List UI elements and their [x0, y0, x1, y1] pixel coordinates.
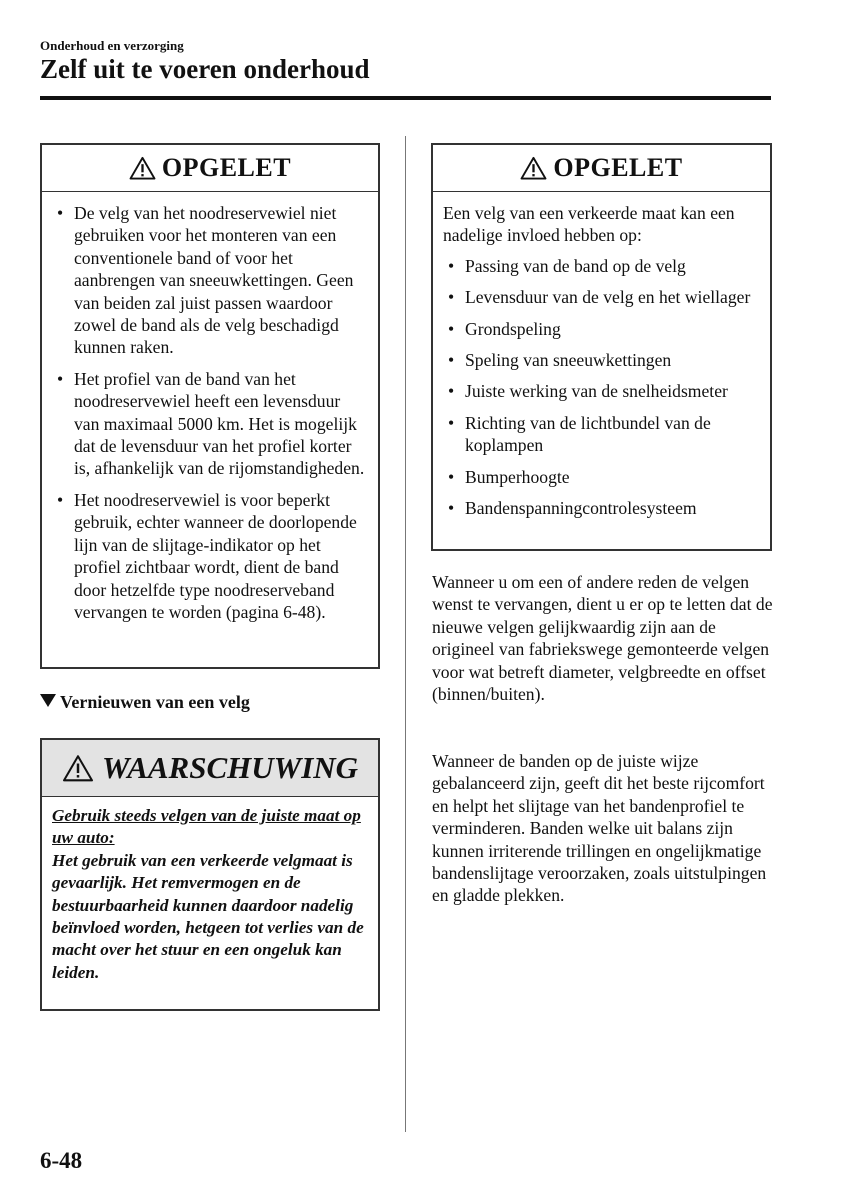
caution-item: • Juiste werking van de snelheidsmeter — [443, 380, 760, 402]
warning-text: Het gebruik van een verkeerde velgmaat is gevaarlijk. Het remvermogen en de bestuurbaarheid kunnen daardoor nadelig beïnvloed worden, hetgeen tot verlies van de macht over het stuur en een ongeluk kan leiden. — [52, 850, 364, 982]
caution-body — [42, 192, 378, 638]
section-label: Onderhoud en verzorging — [40, 38, 184, 53]
caution-heading: OPGELET — [553, 153, 683, 182]
title-rule — [40, 96, 771, 100]
warning-triangle-icon — [520, 156, 547, 180]
warning-box — [40, 738, 380, 1011]
caution-item: • Het noodreservewiel is voor beperkt gebruik, echter wanneer de doorlopende lijn van de slijtage-indikator op het profiel zichtbaar wordt, dient de band door hetzelfde type noodreserveband vervangen te worden (pagina 6-48). — [52, 489, 368, 623]
caution-intro: Een velg van een verkeerde maat kan een nadelige invloed hebben op: — [443, 203, 735, 246]
caution-heading: OPGELET — [161, 153, 292, 182]
caution-item: • Het profiel van de band van het noodreservewiel heeft een levensduur van maximaal 5000 km. Het is mogelijk dat de levensduur van het profiel korter is, afhankelijk van de rijomstandigheden. — [52, 368, 368, 480]
caution-item: • De velg van het noodreservewiel niet gebruiken voor het monteren van een conventionele band of voor het aanbrengen van sneeuwkettingen. Geen van beiden zal juist passen waardoor zowel de band als de velg beschadigd kunnen raken. — [52, 202, 368, 359]
warning-triangle-icon — [129, 156, 156, 180]
caution-item: • Grondspeling — [443, 318, 760, 340]
caution-item: • Bumperhoogte — [443, 466, 760, 488]
triangle-down-icon — [40, 694, 56, 707]
subheading-text: Vernieuwen van een velg — [60, 692, 250, 712]
caution-header — [42, 145, 378, 192]
warning-header — [42, 740, 378, 797]
warning-body — [42, 797, 378, 990]
caution-item: • Richting van de lichtbundel van de koplampen — [443, 412, 760, 457]
caution-item: • Passing van de band op de velg — [443, 255, 760, 277]
column-divider — [405, 136, 406, 1132]
caution-item: • Levensduur van de velg en het wiellager — [443, 286, 760, 308]
caution-body — [433, 192, 770, 534]
caution-box-left — [40, 143, 380, 669]
warning-heading: WAARSCHUWING — [101, 750, 359, 785]
caution-box-right — [431, 143, 772, 551]
body-paragraph: Wanneer u om een of andere reden de velgen wenst te vervangen, dient u er op te letten dat de nieuwe velgen gelijkwaardig zijn aan de origineel van fabriekswege gemonteerde velgen voor wat betreft diameter, velgbreedte en offset (binnen/buiten). — [432, 572, 773, 705]
caution-item: • Speling van sneeuwkettingen — [443, 349, 760, 371]
caution-header — [433, 145, 770, 192]
subheading — [40, 692, 250, 713]
body-paragraph: Wanneer de banden op de juiste wijze gebalanceerd zijn, geeft dit het beste rijcomfort en helpt het slijtage van het bandenprofiel te verminderen. Banden welke uit balans zijn kunnen irriterende trillingen en ongelijkmatige bandenslijtage veroorzaken, zoals uitstulpingen en gladde plekken. — [432, 751, 767, 906]
page-number: 6-48 — [40, 1148, 83, 1173]
warning-triangle-icon — [62, 754, 94, 782]
caution-item: • Bandenspanningcontrolesysteem — [443, 497, 760, 519]
page-title: Zelf uit te voeren onderhoud — [40, 54, 370, 84]
warning-lead: Gebruik steeds velgen van de juiste maat op uw auto: — [52, 806, 361, 848]
